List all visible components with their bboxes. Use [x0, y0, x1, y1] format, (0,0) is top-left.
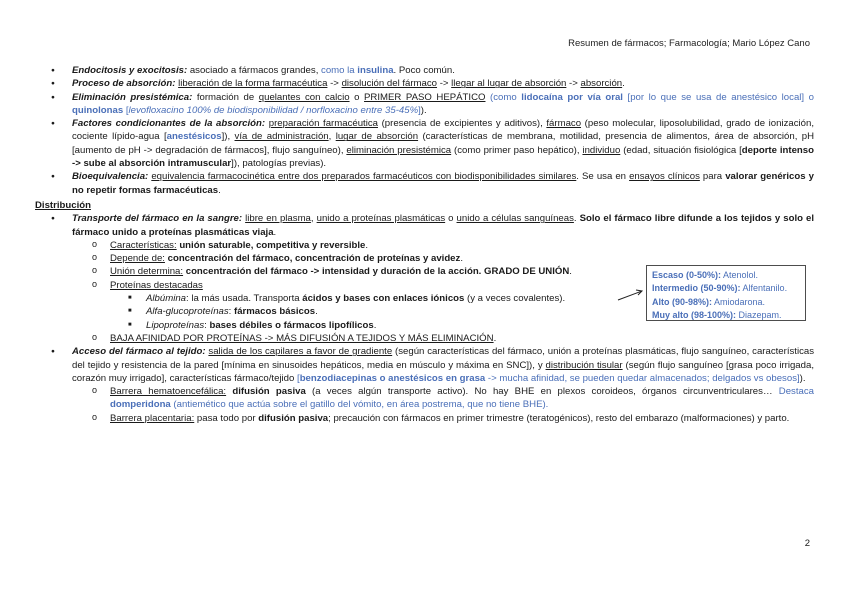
callout-arrow-icon: [616, 289, 646, 303]
list-item-alfa-glucoproteinas: ■ Alfa-glucoproteínas: fármacos básicos.: [146, 305, 814, 318]
list-item-factores-condicionantes: ● Factores condicionantes de la absorción: preparación farmacéutica (presencia de excipientes y aditivos), fármaco (peso molecular, liposolubilidad, grado de ionización, cociente lípido-agua [anestésicos]), vía de administración, lugar de absorción (características de membrana, motilidad, presencia de alimentos, área de absorción, pH [aumento de pH -> degradación de fármacos], flujo sanguíneo), eliminación presistémica (como primer paso hepático), individuo (edad, situación fisiológica [deporte intenso -> sube al absorción intramuscular]), patologías previas).: [72, 117, 814, 170]
callout-row: Intermedio (50-90%): Alfentanilo.: [652, 283, 788, 294]
callout-row: Muy alto (98-100%): Diazepam.: [652, 310, 782, 321]
page-content: [35, 64, 815, 425]
page-number: 2: [804, 538, 810, 549]
list-item-acceso-tejido: ● Acceso del fármaco al tejido: salida de los capilares a favor de gradiente (según características del fármaco, unión a proteínas plasmáticas, flujo sanguíneo, características del tejido y resistencia de la pared [mínima en sinusoides hepáticos, media en músculo y máxima en SNC]), y distribución tisular (según flujo sanguíneo [grasa poco irrigada, corazón muy irrigado], características fármaco/tejido [benzodiacepinas o anestésicos en grasa -> mucha afinidad, se pueden quedar almacenados; delgados vs obesos]). o Barrera hematoencefálica: difusión pasiva (a veces algún transporte activo). No hay BHE en plexos coroideos, órganos circunventriculares… Destaca domperidona (antiemético que actúa sobre el gatillo del vómito, en área postrema, que no tiene BHE). o Barrera placentaria: pasa todo por difusión pasiva; precaución con fármacos en primer trimestre (teratogénicos), resto del embarazo (malformaciones) y parto.: [72, 345, 814, 425]
list-item-proteinas-destacadas: o Proteínas destacadas ■ Albúmina: la más usada. Transporta ácidos y bases con enlaces iónicos (y a veces covalentes). ■ Alfa-glucoproteínas: fármacos básicos. ■ Lipoproteínas: bases débiles o fármacos lipofílicos.: [110, 279, 814, 332]
list-item-caracteristicas: o Características: unión saturable, competitiva y reversible.: [110, 239, 814, 252]
callout-row: Alto (90-98%): Amiodarona.: [652, 296, 766, 307]
absorcion-list: [38, 64, 814, 197]
page-header: Resumen de fármacos; Farmacología; Mario López Cano: [568, 38, 810, 49]
section-title-distribucion: Distribución: [35, 199, 91, 211]
list-item-barrera-placentaria: o Barrera placentaria: pasa todo por difusión pasiva; precaución con fármacos en primer trimestre (teratogénicos), resto del embarazo (malformaciones) y parto.: [110, 412, 814, 425]
list-item-lipoproteinas: ■ Lipoproteínas: bases débiles o fármacos lipofílicos.: [146, 319, 814, 332]
acceso-sublist: [72, 385, 814, 425]
list-item-baja-afinidad: o BAJA AFINIDAD POR PROTEÍNAS -> MÁS DIFUSIÓN A TEJIDOS Y MÁS ELIMINACIÓN.: [110, 332, 814, 345]
callout-row: Escaso (0-50%): Atenolol.: [652, 270, 759, 280]
list-item-proceso-absorcion: ● Proceso de absorción: liberación de la forma farmacéutica -> disolución del fármaco -> llegar al lugar de absorción -> absorción.: [72, 77, 814, 90]
list-item-barrera-hematoencefalica: o Barrera hematoencefálica: difusión pasiva (a veces algún transporte activo). No hay BHE en plexos coroideos, órganos circunventriculares… Destaca domperidona (antiemético que actúa sobre el gatillo del vómito, en área postrema, que no tiene BHE).: [110, 385, 814, 412]
list-item-depende-de: o Depende de: concentración del fármaco, concentración de proteínas y avidez.: [110, 252, 814, 265]
list-item-union-determina: o Unión determina: concentración del fármaco -> intensidad y duración de la acción. GRADO DE UNIÓN.: [110, 265, 814, 278]
list-item-albumina: ■ Albúmina: la más usada. Transporta ácidos y bases con enlaces iónicos (y a veces covalentes).: [146, 292, 814, 305]
list-item-bioequivalencia: ● Bioequivalencia: equivalencia farmacocinética entre dos preparados farmacéuticos con biodisponibilidades similares. Se usa en ensayos clínicos para valorar genéricos y no repetir formas farmacéuticas.: [72, 170, 814, 197]
binding-grade-callout: [646, 265, 806, 321]
list-item-eliminacion-presistemica: ● Eliminación presistémica: formación de quelantes con calcio o PRIMER PASO HEPÁTICO (como lidocaína por vía oral [por lo que se usa de anestésico local] o quinolonas [levofloxacino 100% de biodisponibilidad / norfloxacino entre 35-45%]).: [72, 91, 814, 118]
list-item-transporte-sangre: ● Transporte del fármaco en la sangre: libre en plasma, unido a proteínas plasmáticas o unido a células sanguíneas. Solo el fármaco libre difunde a los tejidos y solo el fármaco unido a proteínas plasmáticas viaja. o Características: unión saturable, competitiva y reversible. o Depende de: concentración del fármaco, concentración de proteínas y avidez. o Unión determina: concentración del fármaco -> intensidad y duración de la acción. GRADO DE UNIÓN. o Proteínas destacadas ■ Albúmina: la más usada. Transporta ácidos y bases con enlaces iónicos (y a veces covalentes). ■ Alfa-glucoproteínas: fármacos básicos. ■ Lipoproteínas: bases débiles o fármacos lipofílicos. o BAJA AFINIDAD POR PROTEÍNAS -> MÁS DIFUSIÓN A TEJIDOS Y MÁS ELIMINACIÓN.: [72, 212, 814, 345]
list-item-endocitosis: ● Endocitosis y exocitosis: asociado a fármacos grandes, como la insulina. Poco común.: [72, 64, 814, 77]
